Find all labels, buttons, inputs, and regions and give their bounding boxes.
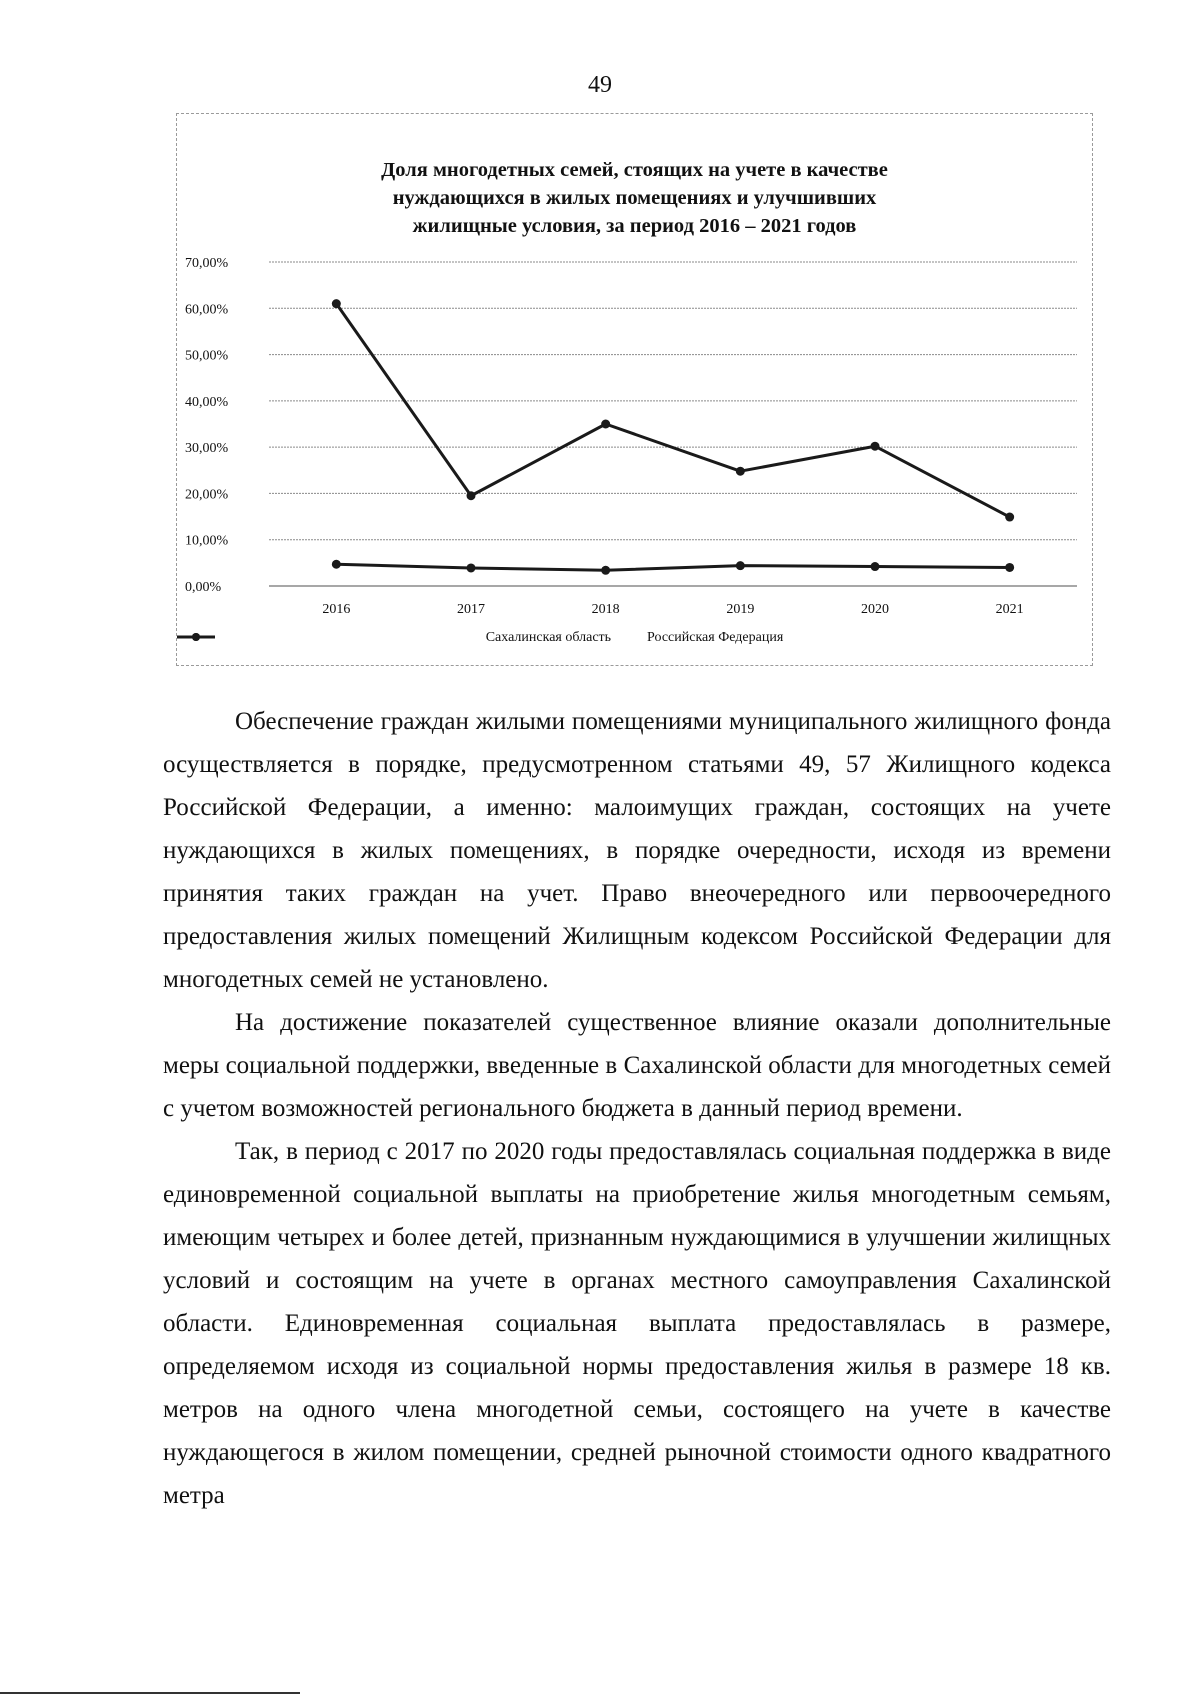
data-point bbox=[467, 563, 476, 572]
x-tick-label: 2017 bbox=[457, 602, 485, 617]
series-line-1 bbox=[336, 304, 1009, 517]
data-point bbox=[736, 561, 745, 570]
page-number: 49 bbox=[588, 72, 612, 98]
y-tick-label: 40,00% bbox=[185, 394, 229, 410]
legend-line-marker-icon bbox=[177, 630, 215, 644]
data-point bbox=[736, 467, 745, 476]
paragraph: Так, в период с 2017 по 2020 годы предоставлялась социальная поддержка в виде единовременной социальной выплаты на приобретение жилья многодетным семьям, имеющим четырех и более детей, признанным нуждающимися в улучшении жилищных условий и состоящим на учете в органах местного самоуправления Сахалинской области. Единовременная социальная выплата предоставлялась в размере, определяемом исходя из социальной нормы предоставления жилья в размере 18 кв. метров на одного члена многодетной семьи, состоящего на учете в качестве нуждающегося в жилом помещении, средней рыночной стоимости одного квадратного метра bbox=[163, 1138, 1111, 1509]
series-line-2 bbox=[336, 564, 1009, 570]
data-point bbox=[332, 560, 341, 569]
y-tick-label: 70,00% bbox=[185, 256, 229, 271]
bottom-rule bbox=[0, 1692, 300, 1694]
chart-title-line-2: нуждающихся в жилых помещениях и улучшивших bbox=[392, 187, 877, 209]
data-point bbox=[1005, 513, 1014, 522]
x-tick-label: 2020 bbox=[861, 602, 889, 617]
y-tick-label: 50,00% bbox=[185, 348, 229, 364]
y-tick-label: 60,00% bbox=[185, 302, 229, 318]
chart-legend bbox=[177, 630, 1092, 646]
x-tick-label: 2016 bbox=[322, 602, 351, 617]
chart-title-line-3: жилищные условия, за период 2016 – 2021 годов bbox=[412, 215, 857, 237]
data-point bbox=[467, 491, 476, 500]
x-tick-label: 2021 bbox=[995, 602, 1024, 617]
chart-frame bbox=[176, 113, 1093, 666]
x-tick-label: 2018 bbox=[591, 602, 620, 617]
y-tick-label: 30,00% bbox=[185, 441, 229, 457]
data-point bbox=[871, 442, 880, 451]
data-point bbox=[601, 420, 610, 429]
y-tick-label: 10,00% bbox=[185, 533, 229, 549]
body-text bbox=[163, 700, 1111, 1517]
paragraph: Обеспечение граждан жилыми помещениями муниципального жилищного фонда осуществляется в порядке, предусмотренном статьями 49, 57 Жилищного кодекса Российской Федерации, а именно: малоимущих граждан, состоящих на учете нуждающихся в жилых помещениях, в порядке очередности, исходя из времени принятия таких граждан на учет. Право внеочередного или первоочередного предоставления жилых помещений Жилищным кодексом Российской Федерации для многодетных семей не установлено. bbox=[163, 708, 1111, 993]
legend-item-russia bbox=[647, 630, 783, 646]
data-point bbox=[1005, 563, 1014, 572]
data-point bbox=[332, 299, 341, 308]
legend-label-sakhalin: Сахалинская область bbox=[485, 630, 612, 645]
data-point bbox=[601, 566, 610, 575]
legend-item-sakhalin bbox=[486, 630, 611, 646]
y-tick-label: 0,00% bbox=[185, 580, 222, 595]
chart-title-line-1: Доля многодетных семей, стоящих на учете в качестве bbox=[381, 159, 888, 181]
x-tick-label: 2019 bbox=[726, 602, 755, 617]
legend-label-russia: Российская Федерация bbox=[647, 630, 784, 645]
line-chart bbox=[177, 114, 1094, 667]
paragraph: На достижение показателей существенное влияние оказали дополнительные меры социальной поддержки, введенные в Сахалинской области для многодетных семей с учетом возможностей регионального бюджета в данный период времени. bbox=[163, 1009, 1111, 1122]
y-tick-label: 20,00% bbox=[185, 487, 229, 503]
data-point bbox=[871, 562, 880, 571]
